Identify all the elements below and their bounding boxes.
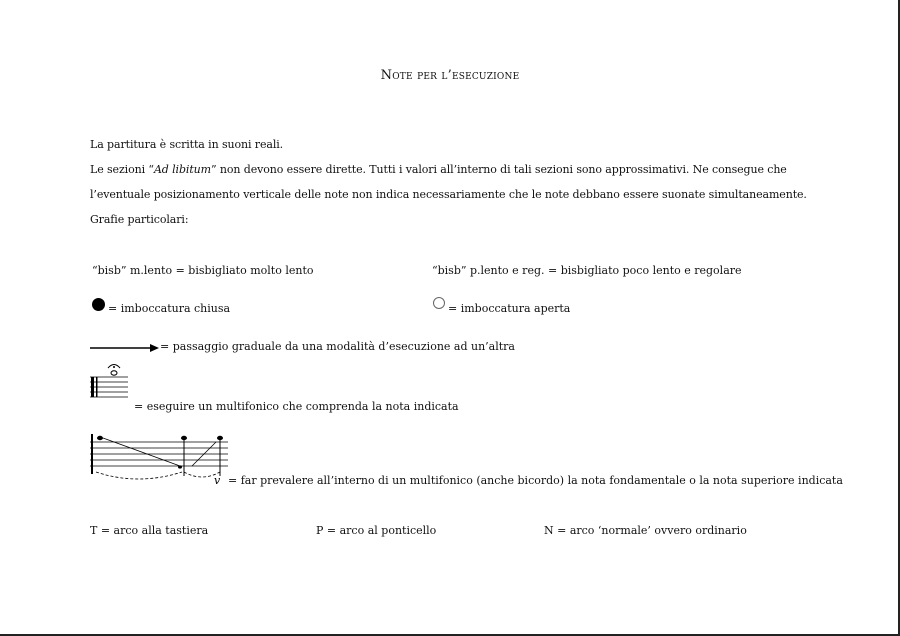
legend-closed-embouchure: = imboccatura chiusa bbox=[108, 302, 231, 315]
arrow-right-icon bbox=[90, 343, 160, 353]
intro-suffix: ” non devono essere dirette. Tutti i valori all’interno di tali sezioni sono approssimativi. Ne consegue che l’eventuale posizionamento verticale delle note non indica necessariamente che le note debbano essere suonate simultaneamente. bbox=[90, 163, 807, 201]
page-title: Note per l’esecuzione bbox=[380, 68, 520, 83]
intro-prefix: Le sezioni “ bbox=[90, 163, 154, 176]
svg-text:v: v bbox=[214, 474, 221, 487]
intro-line-3: Grafie particolari: bbox=[90, 213, 189, 226]
legend-bow-tastiera: T = arco alla tastiera bbox=[90, 524, 209, 537]
legend-bisb-slow: “bisb” m.lento = bisbigliato molto lento bbox=[92, 264, 314, 277]
filled-circle-icon bbox=[92, 298, 105, 311]
intro-line-1: La partitura è scritta in suoni reali. bbox=[90, 138, 284, 151]
ad-libitum-term: Ad libitum bbox=[153, 163, 211, 176]
intro-paragraph bbox=[90, 157, 820, 207]
legend-prevail: = far prevalere all’interno di un multifonico (anche bicordo) la nota fondamentale o la nota superiore indicata bbox=[228, 474, 843, 487]
legend-bow-ponticello: P = arco al ponticello bbox=[316, 524, 437, 537]
prevail-notation-icon bbox=[88, 430, 230, 486]
multiphonic-symbol-icon bbox=[88, 360, 132, 404]
legend-bisb-regular: “bisb” p.lento e reg. = bisbigliato poco lento e regolare bbox=[432, 264, 742, 277]
open-circle-icon bbox=[433, 297, 445, 309]
legend-open-embouchure: = imboccatura aperta bbox=[448, 302, 571, 315]
legend-bow-normale: N = arco ‘normale’ ovvero ordinario bbox=[544, 524, 747, 537]
legend-multiphonic: = eseguire un multifonico che comprenda la nota indicata bbox=[134, 400, 459, 413]
legend-gradual-passage: = passaggio graduale da una modalità d’esecuzione ad un’altra bbox=[160, 340, 515, 353]
